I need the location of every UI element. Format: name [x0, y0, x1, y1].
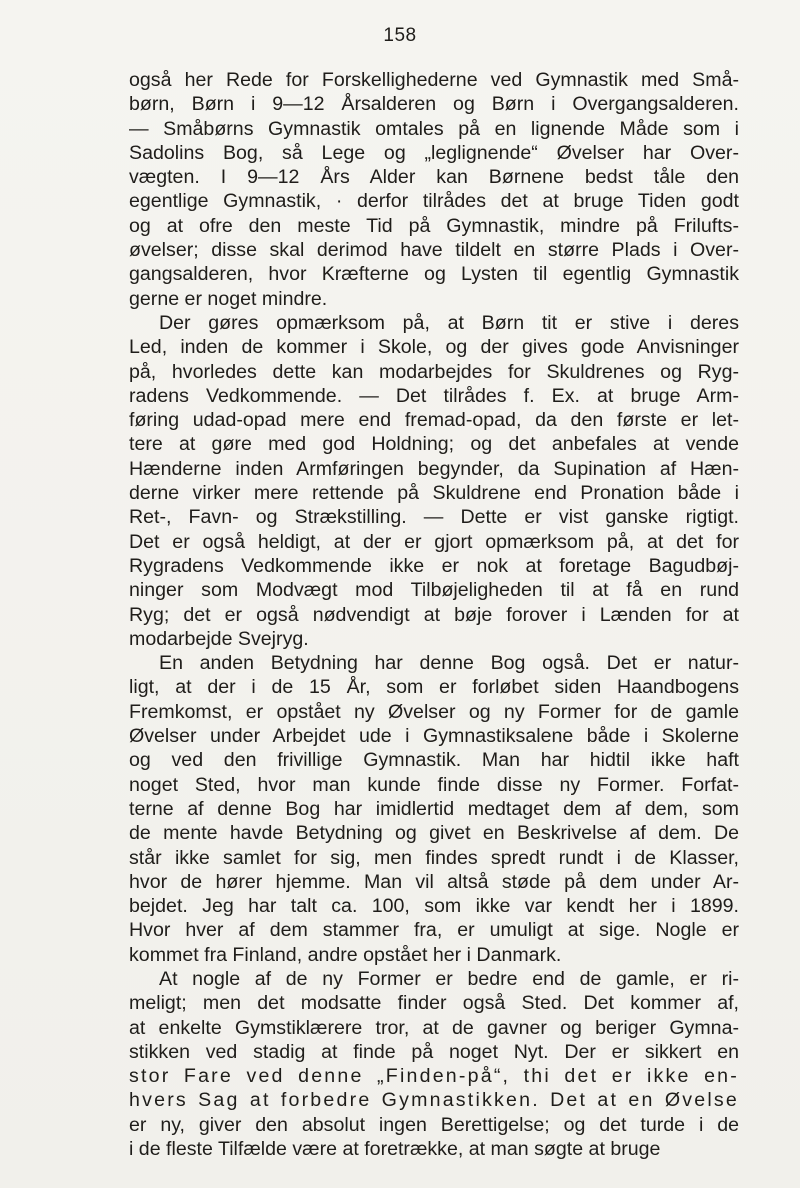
text-line: gangsalderen, hvor Kræfterne og Lysten til egentlig Gymnastik [129, 263, 739, 286]
text-line: står ikke samlet for sig, men findes spredt rundt i de Klasser, [129, 846, 739, 869]
text-line: gerne er noget mindre. [129, 287, 328, 310]
text-line: Led, inden de kommer i Skole, og der gives gode Anvisninger [129, 336, 739, 359]
text-line: Øvelser under Arbejdet ude i Gymnastiksalene både i Skolerne [129, 725, 739, 748]
text-line: Sadolins Bog, så Lege og „leglignende“ Øvelser har Over- [129, 141, 739, 164]
text-line: egentlige Gymnastik, · derfor tilrådes det at bruge Tiden godt [129, 190, 739, 213]
text-line: Hænderne inden Armføringen begynder, da Supination af Hæn- [129, 457, 739, 480]
text-line: radens Vedkommende. — Det tilrådes f. Ex. at bruge Arm- [129, 384, 739, 407]
text-line: børn, Børn i 9—12 Årsalderen og Børn i Overgangsalderen. [129, 93, 739, 116]
text-line-emphasis: hvers Sag at forbedre Gymnastikken. Det at en Øvelse [129, 1089, 739, 1112]
text-line: Ret-, Favn- og Strækstilling. — Dette er vist ganske rigtigt. [129, 506, 739, 529]
text-line: derne virker mere rettende på Skuldrene end Pronation både i [129, 482, 739, 505]
text-line: på, hvorledes dette kan modarbejdes for Skuldrenes og Ryg- [129, 360, 739, 383]
text-line: Hvor hver af dem stammer fra, er umuligt at sige. Nogle er [129, 919, 739, 942]
text-line: stikken ved stadig at finde på noget Nyt. Der er sikkert en [129, 1040, 739, 1063]
text-line: meligt; men det modsatte finder også Sted. Det kommer af, [129, 992, 739, 1015]
text-line: — Småbørns Gymnastik omtales på en lignende Måde som i [129, 117, 739, 140]
body-text [129, 68, 739, 1161]
text-line: modarbejde Svejryg. [129, 627, 309, 650]
text-line: de mente havde Betydning og givet en Beskrivelse af dem. De [129, 822, 739, 845]
text-line: kommet fra Finland, andre opstået her i Danmark. [129, 943, 562, 966]
text-line: Rygradens Vedkommende ikke er nok at foretage Bagudbøj- [129, 554, 739, 577]
text-line: bejdet. Jeg har talt ca. 100, som ikke var kendt her i 1899. [129, 895, 739, 918]
page-number: 158 [383, 25, 417, 46]
text-line: ninger som Modvægt mod Tilbøjeligheden til at få en rund [129, 579, 739, 602]
text-line-emphasis: stor Fare ved denne „Finden-på“, thi det er ikke en- [129, 1065, 739, 1088]
text-line: at enkelte Gymstiklærere tror, at de gavner og beriger Gymna- [129, 1016, 739, 1039]
text-line: og ved den frivillige Gymnastik. Man har hidtil ikke haft [129, 749, 739, 772]
text-line: også her Rede for Forskellighederne ved Gymnastik med Små- [129, 69, 739, 91]
paragraph-start: En anden Betydning har denne Bog også. Det er natur- [159, 652, 739, 675]
paragraph-start: At nogle af de ny Former er bedre end de gamle, er ri- [159, 967, 739, 990]
text-line: noget Sted, hvor man kunde finde disse ny Former. Forfat- [129, 773, 739, 796]
text-line: terne af denne Bog har imidlertid medtaget dem af dem, som [129, 797, 739, 820]
text-line: Det er også heldigt, at der er gjort opmærksom på, at det for [129, 530, 739, 553]
text-line: i de fleste Tilfælde være at foretrække, at man søgte at bruge [129, 1138, 661, 1161]
text-line: og at ofre den meste Tid på Gymnastik, mindre på Frilufts- [129, 214, 739, 237]
text-line: Fremkomst, er opstået ny Øvelser og ny Former for de gamle [129, 700, 739, 723]
text-line: hvor de hører hjemme. Man vil altså støde på dem under Ar- [129, 870, 739, 893]
text-line: ligt, at der i de 15 År, som er forløbet siden Haandbogens [129, 676, 739, 699]
text-line: Ryg; det er også nødvendigt at bøje forover i Lænden for at [129, 603, 739, 626]
text-line: vægten. I 9—12 Års Alder kan Børnene bedst tåle den [129, 166, 739, 189]
text-line: tere at gøre med god Holdning; og det anbefales at vende [129, 433, 739, 456]
text-line: er ny, giver den absolut ingen Berettigelse; og det turde i de [129, 1113, 739, 1136]
paragraph-start: Der gøres opmærksom på, at Børn tit er stive i deres [159, 311, 739, 334]
text-line: føring udad-opad mere end fremad-opad, da den første er let- [129, 409, 739, 432]
text-line: øvelser; disse skal derimod have tildelt en større Plads i Over- [129, 239, 739, 262]
